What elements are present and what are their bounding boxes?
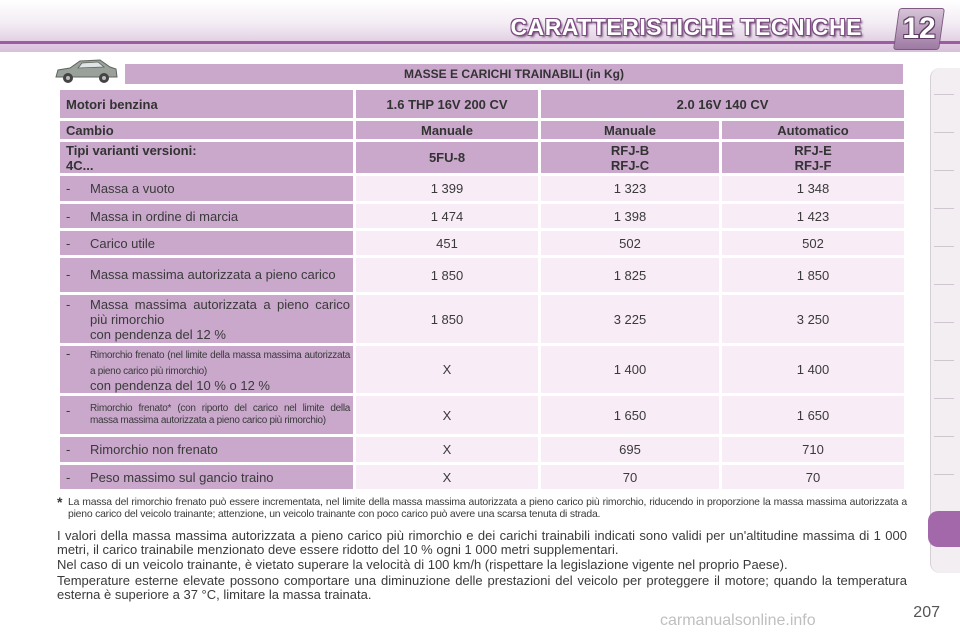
variants-label bbox=[60, 142, 353, 173]
row-sublabel: con pendenza del 10 % o 12 % bbox=[90, 378, 270, 393]
chapter-tab-divider bbox=[934, 246, 954, 247]
table-cell: X bbox=[356, 346, 538, 393]
table-cell: 1 399 bbox=[356, 176, 538, 201]
chapter-title: CARATTERISTICHE TECNICHE bbox=[510, 14, 862, 40]
table-cell: 70 bbox=[541, 465, 719, 489]
chapter-tabs bbox=[930, 68, 960, 573]
row-label-main: Massa massima autorizzata a pieno carico più rimorchio bbox=[90, 296, 350, 327]
row-dash: - bbox=[66, 296, 71, 312]
table-cell: X bbox=[356, 396, 538, 434]
row-label bbox=[60, 465, 353, 489]
car-icon bbox=[52, 55, 120, 85]
chapter-tab-divider bbox=[934, 170, 954, 171]
table-row bbox=[60, 204, 904, 228]
variants-label-line: Tipi varianti versioni: bbox=[66, 142, 197, 158]
engine-header: 2.0 16V 140 CV bbox=[541, 90, 904, 118]
table-header-variants bbox=[60, 142, 904, 173]
variant-header bbox=[356, 142, 538, 173]
table-header-engines bbox=[60, 90, 904, 118]
table-row bbox=[60, 176, 904, 201]
row-label bbox=[60, 346, 353, 393]
row-dash: - bbox=[66, 267, 71, 282]
table-cell: X bbox=[356, 437, 538, 462]
variant-code: RFJ-E bbox=[794, 142, 832, 158]
table-cell: 1 348 bbox=[722, 176, 904, 201]
engine-header: 1.6 THP 16V 200 CV bbox=[356, 90, 538, 118]
row-label-text bbox=[90, 297, 350, 342]
row-label bbox=[60, 295, 353, 343]
table-cell: 70 bbox=[722, 465, 904, 489]
chapter-tab-divider bbox=[934, 436, 954, 437]
header-rule bbox=[0, 41, 960, 44]
chapter-tab-divider bbox=[934, 398, 954, 399]
paragraph-temperature: Temperature esterne elevate possono comportare una diminuzione delle prestazioni del veicolo per proteggere il motore; quando la temperatura esterna è superiore a 37 °C, limitare la massa trainata. bbox=[57, 573, 907, 602]
footnote-marker: * bbox=[57, 494, 63, 510]
table-row bbox=[60, 437, 904, 462]
variant-code: RFJ-F bbox=[794, 157, 832, 173]
variant-header bbox=[722, 142, 904, 173]
row-label bbox=[60, 258, 353, 292]
row-label-text: Rimorchio frenato* (con riporto del carico nel limite della massa massima autorizzata a pieno carico più rimorchio) bbox=[90, 403, 350, 426]
table-cell: 695 bbox=[541, 437, 719, 462]
mass-table bbox=[57, 87, 907, 492]
table-cell: 502 bbox=[541, 231, 719, 255]
variants-label-line: 4C... bbox=[66, 157, 94, 173]
table-cell: 1 474 bbox=[356, 204, 538, 228]
section-title: MASSE E CARICHI TRAINABILI (in Kg) bbox=[125, 64, 903, 84]
table-row bbox=[60, 231, 904, 255]
gearbox-header: Manuale bbox=[356, 121, 538, 139]
row-label-main: Rimorchio frenato (nel limite della massa massima autorizzata a pieno carico più rimorchio) bbox=[90, 350, 350, 377]
table-cell: 1 400 bbox=[541, 346, 719, 393]
table-cell: 1 850 bbox=[356, 295, 538, 343]
chapter-tab-divider bbox=[934, 322, 954, 323]
chapter-number-badge bbox=[893, 8, 945, 50]
motor-label: Motori benzina bbox=[60, 90, 353, 118]
row-label-text: Carico utile bbox=[90, 235, 156, 251]
table-cell: 1 323 bbox=[541, 176, 719, 201]
table-cell: 1 400 bbox=[722, 346, 904, 393]
table-cell: 1 825 bbox=[541, 258, 719, 292]
row-dash: - bbox=[66, 469, 71, 485]
row-dash: - bbox=[66, 403, 71, 418]
table-cell: 3 250 bbox=[722, 295, 904, 343]
table-cell: 451 bbox=[356, 231, 538, 255]
chapter-tab-divider bbox=[934, 360, 954, 361]
chapter-tab-divider bbox=[934, 94, 954, 95]
chapter-tab-divider bbox=[934, 208, 954, 209]
table-cell: 3 225 bbox=[541, 295, 719, 343]
gearbox-header: Manuale bbox=[541, 121, 719, 139]
chapter-tab-active[interactable] bbox=[928, 511, 960, 547]
row-dash: - bbox=[66, 235, 71, 251]
row-label-text: Massa massima autorizzata a pieno carico bbox=[90, 267, 336, 282]
table-cell: 1 398 bbox=[541, 204, 719, 228]
row-label-text: Peso massimo sul gancio traino bbox=[90, 469, 274, 485]
watermark: carmanualsonline.info bbox=[660, 612, 816, 629]
paragraph-altitude: I valori della massa massima autorizzata a pieno carico più rimorchio e dei carichi trainabili indicati sono validi per un'altitudine massima di 1 000 metri, il carico trainabile menzionato deve essere ridotto del 10 % ogni 1 000 metri supplementari. bbox=[57, 528, 907, 557]
row-label bbox=[60, 231, 353, 255]
row-dash: - bbox=[66, 181, 71, 196]
footnote-text: La massa del rimorchio frenato può essere incrementata, nel limite della massa massima autorizzata a pieno carico più rimorchio, riducendo in proporzione la massa massima autorizzata a pieno carico del veicolo trainante; attenzione, un veicolo trainante con poco carico può avere una scarsa tenuta di strada. bbox=[68, 497, 907, 520]
row-dash: - bbox=[66, 346, 71, 361]
variant-code: RFJ-C bbox=[610, 157, 650, 173]
table-cell: 1 650 bbox=[722, 396, 904, 434]
chapter-number: 12 bbox=[902, 12, 936, 45]
row-dash: - bbox=[66, 442, 71, 457]
table-cell: 1 423 bbox=[722, 204, 904, 228]
table-header-gearbox bbox=[60, 121, 904, 139]
chapter-tab-divider bbox=[934, 132, 954, 133]
paragraph-speed: Nel caso di un veicolo trainante, è vietato superare la velocità di 100 km/h (rispettare la legislazione vigente nel proprio Paese). bbox=[57, 557, 788, 572]
variant-code: 5FU-8 bbox=[428, 150, 466, 165]
variant-header bbox=[541, 142, 719, 173]
row-label-text bbox=[90, 346, 350, 393]
row-label-text: Massa a vuoto bbox=[90, 181, 175, 196]
footnote bbox=[57, 494, 907, 521]
chapter-tab-divider bbox=[934, 474, 954, 475]
table-row bbox=[60, 465, 904, 489]
row-sublabel: con pendenza del 12 % bbox=[90, 326, 226, 342]
row-label bbox=[60, 176, 353, 201]
table-row bbox=[60, 258, 904, 292]
chapter-tabs-background bbox=[930, 68, 960, 573]
chapter-tab-divider bbox=[934, 284, 954, 285]
table-cell: 710 bbox=[722, 437, 904, 462]
row-label-text: Massa in ordine di marcia bbox=[90, 208, 239, 224]
row-label bbox=[60, 204, 353, 228]
row-label-text: Rimorchio non frenato bbox=[90, 442, 218, 457]
table-cell: 1 850 bbox=[722, 258, 904, 292]
table-row bbox=[60, 396, 904, 434]
table-row bbox=[60, 295, 904, 343]
table-cell: 1 650 bbox=[541, 396, 719, 434]
page-number: 207 bbox=[913, 604, 940, 621]
gearbox-label: Cambio bbox=[60, 121, 353, 139]
gearbox-header: Automatico bbox=[722, 121, 904, 139]
row-label bbox=[60, 396, 353, 434]
table-cell: 502 bbox=[722, 231, 904, 255]
row-dash: - bbox=[66, 208, 71, 224]
table-cell: X bbox=[356, 465, 538, 489]
row-label bbox=[60, 437, 353, 462]
variant-code: RFJ-B bbox=[610, 142, 650, 158]
table-cell: 1 850 bbox=[356, 258, 538, 292]
table-row bbox=[60, 346, 904, 393]
